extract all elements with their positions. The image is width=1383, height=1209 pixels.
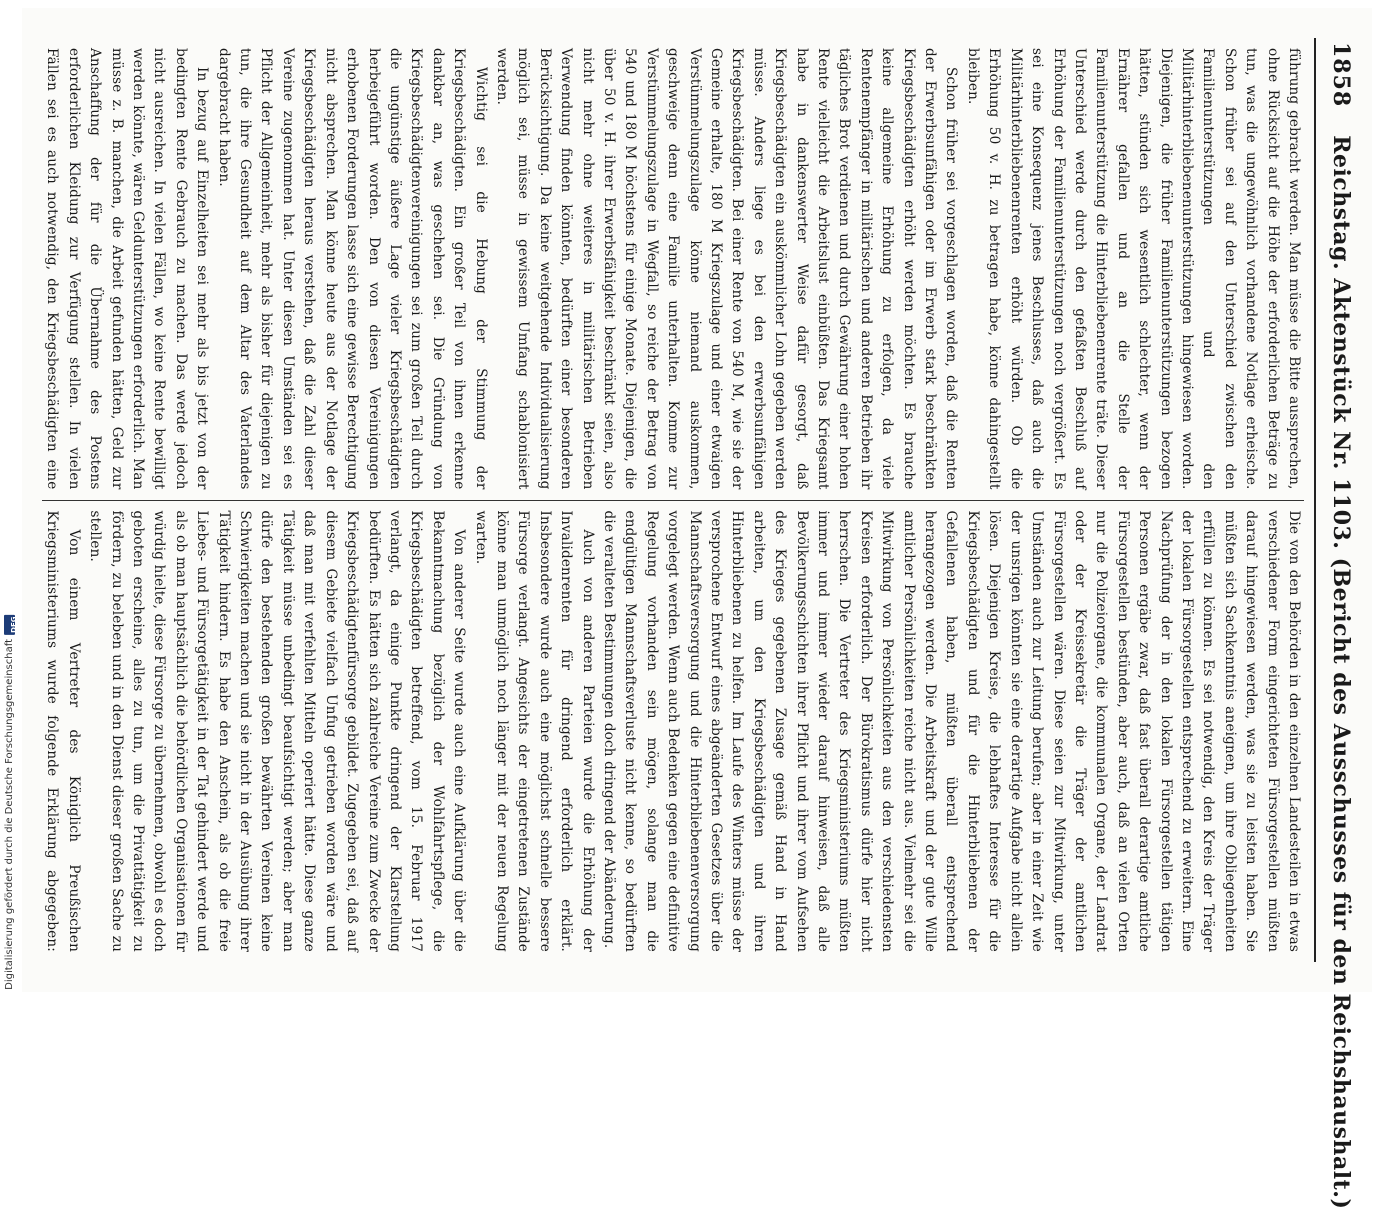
left-column — [42, 38, 1304, 500]
text-columns — [42, 38, 1304, 962]
right-column — [42, 501, 1304, 963]
paragraph: Von anderer Seite wurde auch eine Aufklärung über die Bekanntmachung bezüglich der Wohlfahrtspflege, die Kriegsbeschädigten betreffend, vom 15. Februar 1917 verlangt, da einige Punkte dringend der Klarstellung bedürften. Es hätten sich zahlreiche Vereine zum Zwecke der Kriegsbeschädigtenfürsorge gebildet. Zugegeben sei, daß auf diesem Gebiete vielfach Unfug getrieben worden wäre und daß man mit verfehlten Mitteln operiert hätte. Diese ganze Tätigkeit müsse unbedingt beaufsichtigt werden; aber man dürfe den bestehenden großen bewährten Vereinen keine Schwierigkeiten machen und sie nicht in der Ausübung ihrer Tätigkeit hindern. Es habe den Anschein, als ob die freie Liebes- und Fürsorgetätigkeit in der Tat gehindert werde und als ob man hauptsächlich die behördlichen Organisationen für würdig hielte, diese Fürsorge zu übernehmen, obwohl es doch geboten erscheine, alles zu tun, um die Privattätigkeit zu fördern, zu beleben und in den Dienst dieser großen Sache zu stellen. — [87, 510, 468, 952]
scanned-page — [22, 8, 1372, 1209]
digitization-credit — [4, 615, 18, 990]
page-content — [22, 8, 1372, 1209]
credit-text: Digitalisierung gefördert durch die Deutsche Forschungsgemeinschaft — [4, 639, 15, 990]
paragraph: Wichtig sei die Hebung der Stimmung der Kriegsbeschädigten. Ein großer Teil von ihnen erkenne dankbar an, was geschehen sei. Die Gründung von Kriegsbeschädigtenvereinigungen sei zum großen Teil durch die ungünstige äußere Lage vieler Kriegsbeschädigten herbeigeführt worden. Den von diesen Vereinigungen erhobenen Forderungen lasse sich eine gewisse Berechtigung nicht absprechen. Man könne heute aus der Notlage der Kriegsbeschädigten heraus verstehen, daß die Zahl dieser Vereine zugenommen hat. Unter diesen Umständen sei es Pflicht der Allgemeinheit, mehr als bisher für diejenigen zu tun, die ihre Gesundheit auf dem Altar des Vaterlandes dargebracht haben. — [215, 48, 489, 490]
paragraph: führung gebracht werden. Man müsse die Bitte aussprechen, ohne Rücksicht auf die Höhe der erforderlichen Beträge zu tun, was die ungewöhnlich vorhandene Notlage erheische. Schon früher sei auf den Unterschied zwischen den Familienunterstützungen und den Militärhinterbliebenenunterstützungen hingewiesen worden. Diejenigen, die früher Familienunterstützungen bezogen hätten, stünden sich wesentlich schlechter, wenn der Ernährer gefallen und an die Stelle der Familienunterstützung die Hinterbliebenenrente träte. Dieser Unterschied werde durch den gefaßten Beschluß auf Erhöhung der Familienunterstützungen noch vergrößert. Es sei eine Konsequenz jenes Beschlusses, daß auch die Militärhinterbliebenenrenten erhöht würden. Ob die Erhöhung 50 v. H. zu betragen habe, könne dahingestellt bleiben. — [964, 48, 1302, 490]
paragraph: In bezug auf Einzelheiten sei mehr als bis jetzt von der bedingten Rente Gebrauch zu machen. Das werde jedoch nicht ausreichen. In vielen Fällen, wo keine Rente bewilligt werden könnte, wären Geldunterstützungen erforderlich. Man müsse z. B. manchen, die Arbeit gefunden hätten, Geld zur Anschaffung der für die Übernahme des Postens erforderlichen Kleidung zur Verfügung stellen. In vielen Fällen sei es auch notwendig, den Kriegsbeschädigten eine — [44, 48, 211, 490]
paragraph: Die von den Behörden in den einzelnen Landesteilen in etwas verschiedener Form eingerichteten Fürsorgestellen müßten darauf hingewiesen werden, was sie zu leisten haben. Sie müßten sich Sachkenntnis aneignen, um ihre Obliegenheiten erfüllen zu können. Es sei notwendig, den Kreis der Träger der lokalen Fürsorgestellen entsprechend zu erweitern. Eine Nachprüfung der in den lokalen Fürsorgestellen tätigen Personen ergäbe zwar, daß fast überall derartige amtliche Fürsorgestellen bestünden, aber auch, daß an vielen Orten nur die Polizeiorgane, die kommunalen Organe, der Landrat oder der Kreissekretär die Träger der amtlichen Fürsorgestellen wären. Diese seien zur Mitwirkung, unter Umständen auch zur Leitung berufen; aber in einer Zeit wie der unsrigen könnten sie eine derartige Aufgabe nicht allein lösen. Diejenigen Kreise, die lebhaftes Interesse für die Kriegsbeschädigten und für die Hinterbliebenen der Gefallenen haben, müßten überall entsprechend herangezogen werden. Die Arbeitskraft und der gute Wille amtlicher Persönlichkeiten reiche nicht aus. Vielmehr sei die Mitwirkung von Persönlichkeiten aus den verschiedensten Kreisen erforderlich. Der Bürokratismus dürfe hier nicht herrschen. Die Vertreter des Kriegsministeriums müßten immer und immer wieder darauf hinweisen, daß alle Bevölkerungsschichten ihrer Pflicht und ihrer vom Aufsehen des Krieges gegebenen Zusage gemäß Hand in Hand arbeiten, um den Kriegsbeschädigten und ihren Hinterbliebenen zu helfen. Im Laufe des Winters müsse der versprochene Entwurf eines abgeänderten Gesetzes über die Mannschaftsversorgung und die Hinterbliebenenversorgung vorgelegt werden. Wenn auch Bedenken gegen eine definitive Regelung vorhanden sein mögen, solange man die endgültigen Mannschaftsverluste nicht kenne, so bedürften die veralteten Bestimmungen doch dringend der Abänderung. — [601, 510, 1302, 952]
paragraph: Schon früher sei vorgeschlagen worden, daß die Renten der Erwerbsunfähigen oder im Erwerb stark beschränkten Kriegsbeschädigten erhöht werden möchten. Es brauche keine allgemeine Erhöhung zu erfolgen, da viele Rentenempfänger in militärischen und anderen Betrieben ihr tägliches Brot verdienen und durch Gewährung einer hohen Rente vielleicht die Arbeitslust einbüßten. Das Kriegsamt habe in dankenswerter Weise dafür gesorgt, daß Kriegsbeschädigten ein auskömmlicher Lohn gegeben werden müsse. Anders liege es bei den erwerbsunfähigen Kriegsbeschädigten. Bei einer Rente von 540 M, wie sie der Gemeine erhalte, 180 M Kriegszulage und einer etwaigen Verstümmelungszulage könne niemand auskommen, geschweige denn eine Familie unterhalten. Komme zur Verstümmelungszulage in Wegfall, so reiche der Betrag von 540 und 180 M höchstens für einige Monate. Diejenigen, die über 50 v. H. ihrer Erwerbsfähigkeit beschränkt seien, also nicht mehr ohne weiteres in militärischen Betrieben Verwendung finden könnten, bedürften einer besonderen Berücksichtigung. Da keine weitgehende Individualisierung möglich sei, müsse in gewissem Umfang schablonisiert werden. — [493, 48, 960, 490]
page-number: 1858 — [1328, 42, 1354, 108]
page-header — [1314, 38, 1354, 1209]
paragraph: Auch von anderen Parteien wurde die Erhöhung der Invalidenrenten für dringend erforderlich erklärt. Insbesondere wurde auch eine möglichst schnelle bessere Fürsorge verlangt. Angesichts der eingetretenen Zustände könne man unmöglich noch länger mit der neuen Regelung warten. — [472, 510, 596, 952]
running-title: Reichstag. Aktenstück Nr. 1103. (Bericht des Ausschusses für den Reichshaushalt.) — [1328, 135, 1354, 1209]
dfg-logo-icon: DFG — [4, 615, 15, 635]
paragraph: Von einem Vertreter des Königlich Preußischen Kriegsministeriums wurde folgende Erklärung abgegeben: — [44, 510, 82, 952]
